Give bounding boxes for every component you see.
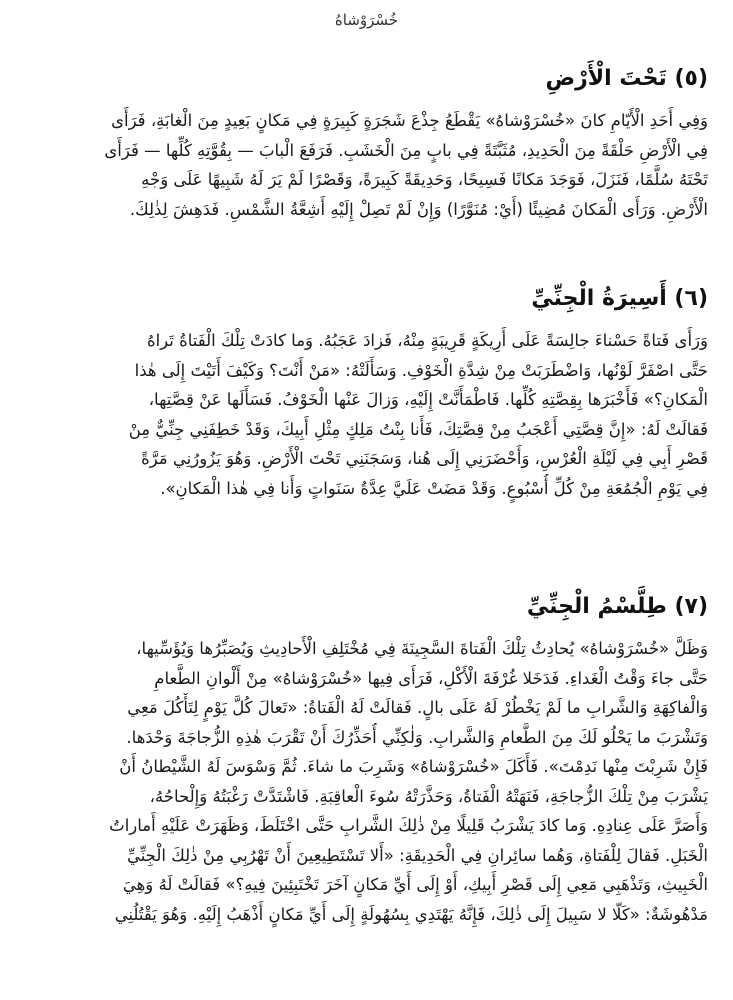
text-line: وَرَأَى فَتاةً حَسْناءَ جالِسَةً عَلَى أَرِيكَةٍ قَرِيبَةٍ مِنْهُ، فَزادَ عَجَبُهُ. وَما كادَتْ تِلْكَ الْفَتاةُ تَراهُ	[146, 331, 708, 350]
section-paragraph	[28, 326, 708, 503]
text-line: حَتَّى جاءَ وَقْتُ الْغَداءِ. فَدَخَلا غُرْفَةَ الْأَكْلِ، فَرَأَى فِيها «خُسْرَوْشاهُ» مِنْ أَلْوانِ الطَّعامِ	[154, 668, 708, 688]
section-paragraph	[28, 106, 708, 224]
section-paragraph	[28, 634, 708, 929]
text-line: فَإِنْ شَرِبْتَ مِنْها نَدِمْتَ». فَأَكَلَ «خُسْرَوْشاهُ» وَشَرِبَ ما شاءَ. ثُمَّ وَسْوَسَ لَهُ الشَّيْطانُ أَنْ	[119, 757, 708, 776]
section-jinn-captive	[28, 282, 708, 503]
text-line: وَتَشْرَبَ ما يَحْلُو لَكَ مِنَ الطَّعامِ وَالشَّرابِ. وَلٰكِنِّي أُحَذِّرُكَ أَنْ تَقْرَبَ هٰذِهِ الزُّجاجَةَ وَحْدَها.	[126, 727, 708, 747]
section-under-the-earth	[28, 62, 708, 224]
text-line: مَدْهُوشَةٌ: «كَلّا لا سَبِيلَ إِلَى ذٰلِكَ، فَإِنَّهُ يَهْتَدِي بِسُهُولَةٍ إِلَى أَيِّ مَكانٍ أَذْهَبُ إِلَيْهِ. وَهُوَ يَقْتُلُنِي	[114, 904, 708, 924]
text-line: وَفِي أَحَدِ الْأَيّامِ كانَ «خُسْرَوْشاهُ» يَقْطَعُ جِذْعَ شَجَرَةٍ كَبِيرَةٍ فِي مَكانٍ بَعِيدٍ مِنَ الْغابَةِ، فَرَأَى	[111, 111, 708, 130]
text-line: فِي الْأَرْضِ حَلْقَةً مِنَ الْحَدِيدِ، مُثَبَّتَةً فِي بابٍ مِنَ الْخَشَبِ. فَرَفَعَ الْبابَ — بِقُوَّتِهِ كُلِّها — فَرَأَى	[104, 140, 708, 160]
text-line: وَظَلَّ «خُسْرَوْشاهُ» يُحادِثُ تِلْكَ الْفَتاةَ السَّجِينَةَ فِي مُخْتَلِفِ الْأَحادِيثِ وَيُصَبِّرُها وَيُؤَسِّيها،	[136, 639, 708, 658]
text-line: حَتَّى اصْفَرَّ لَوْنُها، وَاضْطَرَبَتْ مِنْ شِدَّةِ الْخَوْفِ. وَسَأَلَتْهُ: «مَنْ أَنْتَ؟ وَكَيْفَ أَتَيْتَ إِلَى هٰذا	[134, 360, 708, 380]
section-jinn-talisman	[28, 590, 708, 929]
text-line: وَأَصَرَّ عَلَى عِنادِهِ. وَما كادَ يَشْرَبُ قَلِيلًا مِنْ ذٰلِكَ الشَّرابِ حَتَّى اخْتَلَطَ، وَظَهَرَتْ عَلَيْهِ أَماراتُ	[109, 816, 708, 835]
text-line: فِي يَوْمِ الْجُمُعَةِ مِنْ كُلِّ أُسْبُوعٍ. وَقَدْ مَضَتْ عَلَيَّ عِدَّةُ سَنَواتٍ وَأَنا فِي هٰذا الْمَكانِ».	[160, 478, 708, 498]
text-line: وَالْفاكِهَةِ وَالشَّرابِ ما لَمْ يَخْطُرْ لَهُ عَلَى بالٍ. فَقالَتْ لَهُ الْفَتاةُ: «تَعالَ كُلَّ يَوْمٍ لِتَأْكُلَ مَعِي	[127, 698, 708, 717]
section-heading: (٧) طِلَّسْمُ الْجِنِّيِّ	[526, 594, 708, 619]
text-line: الْخَبَلِ. فَقالَ لِلْفَتاةِ، وَهُما سائِرانِ فِي الْحَدِيقَةِ: «أَلا تَسْتَطِيعِينَ أَنْ تَهْرُبِي مِنْ ذٰلِكَ الْجِنِّيِّ	[126, 845, 708, 865]
text-line: قَصْرِ أَبِي فِي لَيْلَةِ الْعُرْسِ، وَأَحْضَرَنِي إِلَى هُنا، وَسَجَنَنِي تَحْتَ الْأَرْضِ. وَهُوَ يَزُورُنِي مَرَّةً	[141, 449, 708, 468]
text-line: فَقالَتْ لَهُ: «إِنَّ قِصَّتِي أَعْجَبُ مِنْ قِصَّتِكَ، فَأَنا بِنْتُ مَلِكٍ مِثْلِ أَبِيكَ، وَقَدْ خَطِفَنِي جِنِّيٌّ مِنْ	[128, 419, 708, 439]
text-line: يَشْرَبَ مِنْ تِلْكَ الزُّجاجَةِ، فَنَهَتْهُ الْفَتاةُ، وَحَذَّرَتْهُ سُوءَ الْعاقِبَةِ. فَاشْتَدَّتْ رَغْبَتُهُ وَإِلْحاحُهُ،	[149, 786, 708, 806]
section-heading: (٥) تَحْتَ الْأَرْضِ	[545, 66, 708, 91]
running-header: خُسْرَوْشاهُ	[334, 11, 399, 29]
text-line: الْخَبِيثِ، وَتَذْهَبِي مَعِي إِلَى قَصْرِ أَبِيكِ، أَوْ إِلَى أَيِّ مَكانٍ آخَرَ تَخْتَبِئِينَ فِيهِ؟» فَقالَتْ لَهُ وَهِيَ	[122, 875, 708, 894]
text-line: الْأَرْضِ. وَرَأَى الْمَكانَ مُضِيئًا (أَيْ: مُنَوَّرًا) وَإِنْ لَمْ تَصِلْ إِلَيْهِ أَشِعَّةُ الشَّمْسِ. فَدَهِشَ لِذٰلِكَ.	[129, 199, 708, 219]
section-heading: (٦) أَسِيرَةُ الْجِنِّيِّ	[531, 286, 708, 311]
text-line: تَحْتَهُ سُلَّمًا، فَنَزَلَ، فَوَجَدَ مَكانًا فَسِيحًا، وَحَدِيقَةً كَبِيرَةً، وَقَصْرًا لَمْ يَرَ لَهُ شَبِيهًا عَلَى وَجْهِ	[141, 170, 708, 189]
text-line: الْمَكانِ؟» فَأَخْبَرَها بِقِصَّتِهِ كُلِّها. فَاطْمَأَنَّتْ إِلَيْهِ، وَزالَ عَنْها الْخَوْفُ. فَسَأَلَها عَنْ قِصَّتِها،	[148, 390, 708, 409]
